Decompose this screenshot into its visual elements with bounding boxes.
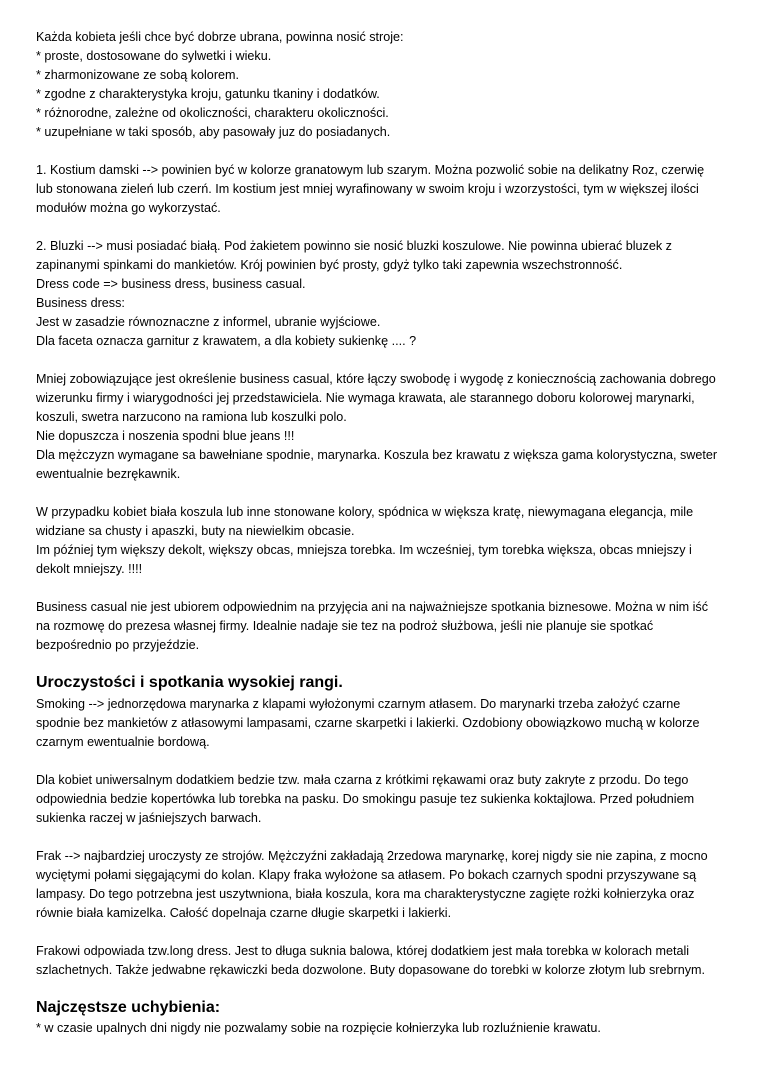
long-dress-paragraph	[36, 942, 724, 980]
przyjecia-paragraph	[36, 598, 724, 655]
text-line: wizerunku firmy i wiarygodności jej przedstawiciela. Nie wymaga krawata, ale starannego doboru kolorowej marynarki,	[36, 391, 695, 405]
text-line: lub stonowana zieleń lub czerń. Im kostium jest mniej wyrafinowany w swoim kroju i wzorzystości, tym w większej ilości	[36, 182, 699, 196]
text-line: Business casual nie jest ubiorem odpowiednim na przyjęcia ani na najważniejsze spotkania biznesowe. Można w nim iść	[36, 600, 709, 614]
business-casual-paragraph	[36, 370, 724, 484]
text-line: wyciętymi połami sięgającymi do kolan. Klapy fraka wyłożone sa atłasem. Po bokach czarnych spodni przyszywane są	[36, 868, 697, 882]
uchybienia-list	[36, 1019, 724, 1038]
text-line: równie biała kamizelka. Całość dopelnaja czarne długie skarpetki i lakierki.	[36, 906, 452, 920]
text-line: W przypadku kobiet biała koszula lub inne stonowane kolory, spódnica w większa kratę, niewymagana elegancja, mile	[36, 505, 694, 519]
text-line: Dress code => business dress, business casual.	[36, 277, 306, 291]
bluzki-paragraph	[36, 237, 724, 351]
text-line: Dla mężczyzn wymagane sa bawełniane spodnie, marynarka. Koszula bez krawatu z większa gama kolorystyczna, sweter	[36, 448, 718, 462]
list-item: * uzupełniane w taki sposób, aby pasowały juz do posiadanych.	[36, 125, 391, 139]
text-line: Nie dopuszcza i noszenia spodni blue jeans !!!	[36, 429, 295, 443]
text-line: Business dress:	[36, 296, 125, 310]
text-line: zapinanymi spinkami do mankietów. Krój powinien być prosty, gdyż tylko taki zapewnia wszechstronność.	[36, 258, 623, 272]
text-line: koszuli, swetra narzucono na ramiona lub koszulki polo.	[36, 410, 347, 424]
text-line: 1. Kostium damski --> powinien być w kolorze granatowym lub szarym. Można pozwolić sobie na delikatny Roz, czerwię	[36, 163, 705, 177]
text-line: 2. Bluzki --> musi posiadać białą. Pod żakietem powinno sie nosić bluzki koszulowe. Nie powinna ubierać bluzek z	[36, 239, 672, 253]
text-line: Smoking --> jednorzędowa marynarka z klapami wyłożonymi czarnym atłasem. Do marynarki trzeba założyć czarne	[36, 697, 681, 711]
text-line: dekolt mniejszy. !!!!	[36, 562, 143, 576]
text-line: na rozmowę do prezesa własnej firmy. Idealnie nadaje sie tez na podroż służbowa, jeśli nie planuje sie spotkać	[36, 619, 654, 633]
text-line: sukienka raczej w jaśniejszych barwach.	[36, 811, 262, 825]
text-line: Jest w zasadzie równoznaczne z informel, ubranie wyjściowe.	[36, 315, 381, 329]
text-line: odpowiednia bedzie kopertówka lub torebka na pasku. Do smokingu pasuje tez sukienka koktajlowa. Przed południem	[36, 792, 695, 806]
text-line: Dla kobiet uniwersalnym dodatkiem bedzie tzw. mała czarna z krótkimi rękawami oraz buty zakryte z przodu. Do tego	[36, 773, 689, 787]
text-line: Dla faceta oznacza garnitur z krawatem, a dla kobiety sukienkę .... ?	[36, 334, 417, 348]
list-item: * zgodne z charakterystyka kroju, gatunku tkaniny i dodatków.	[36, 87, 380, 101]
text-line: czarnym ewentualnie bordową.	[36, 735, 210, 749]
frak-paragraph	[36, 847, 724, 923]
kostium-paragraph	[36, 161, 724, 218]
intro-paragraph	[36, 28, 724, 142]
text-line: modułów można go wykorzystać.	[36, 201, 221, 215]
text-line: bezpośrednio po przyjeździe.	[36, 638, 200, 652]
kobiety-smoking-paragraph	[36, 771, 724, 828]
list-item: * proste, dostosowane do sylwetki i wieku.	[36, 49, 272, 63]
text-line: Mniej zobowiązujące jest określenie business casual, które łączy swobodę i wygodę z koniecznością zachowania dobrego	[36, 372, 716, 386]
list-item: * różnorodne, zależne od okoliczności, charakteru okoliczności.	[36, 106, 389, 120]
list-item: * w czasie upalnych dni nigdy nie pozwalamy sobie na rozpięcie kołnierzyka lub rozluźnienie krawatu.	[36, 1021, 601, 1035]
section-heading-uroczystosci: Uroczystości i spotkania wysokiej rangi.	[36, 674, 343, 691]
text-line: Frak --> najbardziej uroczysty ze strojów. Mężczyźni zakładają 2rzedowa marynarkę, korej nigdy sie nie zapina, z mocno	[36, 849, 708, 863]
text-line: Każda kobieta jeśli chce być dobrze ubrana, powinna nosić stroje:	[36, 30, 404, 44]
text-line: Im później tym większy dekolt, większy obcas, mniejsza torebka. Im wcześniej, tym torebka większa, obcas mniejszy i	[36, 543, 692, 557]
list-item: * zharmonizowane ze sobą kolorem.	[36, 68, 240, 82]
section-heading-uchybienia: Najczęstsze uchybienia:	[36, 999, 221, 1016]
text-line: ewentualnie bezrękawnik.	[36, 467, 181, 481]
text-line: Frakowi odpowiada tzw.long dress. Jest to długa suknia balowa, której dodatkiem jest mała torebka w kolorach metali	[36, 944, 690, 958]
text-line: widziane sa chusty i apaszki, buty na niewielkim obcasie.	[36, 524, 355, 538]
text-line: lampasy. Do tego potrzebna jest uszytwniona, biała koszula, kora ma charakterystyczne zagięte rożki kołnierzyka oraz	[36, 887, 695, 901]
text-line: szlachetnych. Także jedwabne rękawiczki beda dozwolone. Buty dopasowane do torebki w kolorze złotym lub srebrnym.	[36, 963, 705, 977]
kobiety-paragraph	[36, 503, 724, 579]
smoking-paragraph	[36, 695, 724, 752]
text-line: spodnie bez mankietów z atłasowymi lampasami, czarne skarpetki i lakierki. Ozdobiony obowiązkowo muchą w kolorze	[36, 716, 700, 730]
